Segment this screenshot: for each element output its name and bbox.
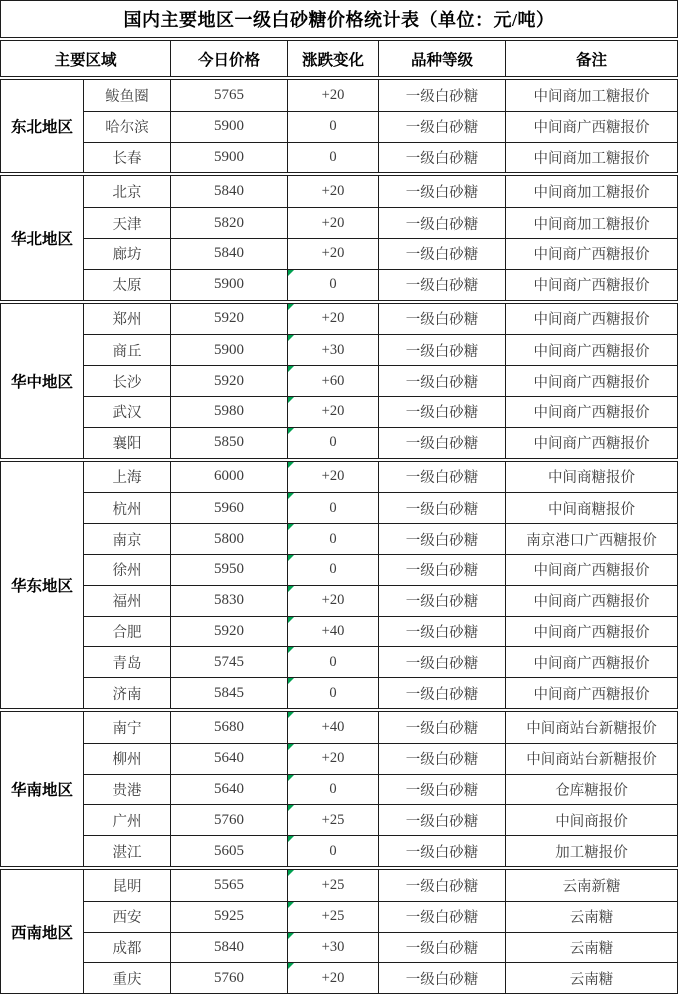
change-cell: 0 [287,523,378,554]
city-cell: 南宁 [83,712,170,743]
price-cell: 5680 [170,712,287,743]
grade-cell: 一级白砂糖 [378,492,505,523]
col-header-note: 备注 [505,41,677,76]
city-cell: 鲅鱼圈 [83,80,170,111]
change-cell: +20 [287,207,378,238]
region-group-6 [0,869,678,994]
note-cell: 中间商报价 [505,804,677,835]
change-cell: 0 [287,111,378,142]
price-cell: 5765 [170,80,287,111]
grade-cell: 一级白砂糖 [378,523,505,554]
change-cell: +40 [287,712,378,743]
page-title: 国内主要地区一级白砂糖价格统计表（单位：元/吨） [0,0,678,38]
city-cell: 广州 [83,804,170,835]
grade-cell: 一级白砂糖 [378,962,505,993]
note-cell: 中间商站台新糖报价 [505,712,677,743]
note-cell: 中间商糖报价 [505,492,677,523]
price-cell: 5565 [170,870,287,901]
city-cell: 徐州 [83,554,170,585]
grade-cell: 一级白砂糖 [378,743,505,774]
note-cell: 中间商广西糖报价 [505,616,677,647]
flag-triangle-icon [288,304,294,310]
change-cell: +60 [287,365,378,396]
price-cell: 5950 [170,554,287,585]
grade-cell: 一级白砂糖 [378,111,505,142]
change-cell: 0 [287,269,378,300]
city-cell: 柳州 [83,743,170,774]
grade-cell: 一级白砂糖 [378,774,505,805]
city-cell: 长沙 [83,365,170,396]
change-cell: 0 [287,646,378,677]
change-cell: +20 [287,238,378,269]
flag-triangle-icon [288,493,294,499]
flag-triangle-icon [288,335,294,341]
note-cell: 中间商广西糖报价 [505,585,677,616]
flag-triangle-icon [288,902,294,908]
price-cell: 5900 [170,334,287,365]
note-cell: 中间商广西糖报价 [505,304,677,335]
grade-cell: 一级白砂糖 [378,712,505,743]
region-group-2 [0,175,678,300]
change-cell: +25 [287,901,378,932]
city-cell: 天津 [83,207,170,238]
city-cell: 北京 [83,176,170,207]
change-cell: +20 [287,396,378,427]
change-cell: 0 [287,492,378,523]
change-cell: 0 [287,427,378,458]
change-cell: 0 [287,554,378,585]
change-cell: +25 [287,804,378,835]
note-cell: 南京港口广西糖报价 [505,523,677,554]
change-cell: +30 [287,334,378,365]
grade-cell: 一级白砂糖 [378,334,505,365]
flag-triangle-icon [288,647,294,653]
grade-cell: 一级白砂糖 [378,585,505,616]
change-cell: +40 [287,616,378,647]
price-cell: 5840 [170,176,287,207]
grade-cell: 一级白砂糖 [378,427,505,458]
region-group-5 [0,711,678,867]
price-cell: 5920 [170,304,287,335]
price-cell: 5900 [170,111,287,142]
price-cell: 5900 [170,142,287,173]
city-cell: 重庆 [83,962,170,993]
price-cell: 5900 [170,269,287,300]
change-cell: 0 [287,142,378,173]
grade-cell: 一级白砂糖 [378,804,505,835]
city-cell: 湛江 [83,835,170,866]
price-cell: 5800 [170,523,287,554]
flag-triangle-icon [288,462,294,468]
city-cell: 廊坊 [83,238,170,269]
flag-triangle-icon [288,870,294,876]
price-cell: 5760 [170,962,287,993]
price-cell: 5830 [170,585,287,616]
grade-cell: 一级白砂糖 [378,835,505,866]
note-cell: 中间商广西糖报价 [505,334,677,365]
region-group-3 [0,303,678,459]
grade-cell: 一级白砂糖 [378,677,505,708]
change-cell: 0 [287,774,378,805]
grade-cell: 一级白砂糖 [378,396,505,427]
change-cell: +20 [287,80,378,111]
price-cell: 5920 [170,365,287,396]
note-cell: 中间商加工糖报价 [505,80,677,111]
change-cell: +20 [287,585,378,616]
price-cell: 5640 [170,743,287,774]
city-cell: 福州 [83,585,170,616]
price-cell: 5980 [170,396,287,427]
city-cell: 青岛 [83,646,170,677]
region-cell: 东北地区 [10,119,73,137]
region-cell: 华东地区 [10,577,73,595]
note-cell: 中间商加工糖报价 [505,176,677,207]
grade-cell: 一级白砂糖 [378,80,505,111]
note-cell: 中间商站台新糖报价 [505,743,677,774]
note-cell: 云南新糖 [505,870,677,901]
note-cell: 中间商广西糖报价 [505,427,677,458]
change-cell: +20 [287,962,378,993]
change-cell: 0 [287,835,378,866]
change-cell: +30 [287,932,378,963]
note-cell: 云南糖 [505,932,677,963]
grade-cell: 一级白砂糖 [378,142,505,173]
city-cell: 西安 [83,901,170,932]
region-cell: 华中地区 [10,373,73,391]
flag-triangle-icon [288,836,294,842]
price-cell: 5605 [170,835,287,866]
city-cell: 郑州 [83,304,170,335]
flag-triangle-icon [288,805,294,811]
price-cell: 5920 [170,616,287,647]
grade-cell: 一级白砂糖 [378,304,505,335]
flag-triangle-icon [288,744,294,750]
note-cell: 中间商广西糖报价 [505,365,677,396]
region-cell: 西南地区 [10,924,73,942]
grade-cell: 一级白砂糖 [378,554,505,585]
note-cell: 中间商广西糖报价 [505,396,677,427]
flag-triangle-icon [288,712,294,718]
flag-triangle-icon [288,366,294,372]
price-cell: 6000 [170,462,287,493]
grade-cell: 一级白砂糖 [378,616,505,647]
change-cell: +20 [287,462,378,493]
city-cell: 襄阳 [83,427,170,458]
city-cell: 合肥 [83,616,170,647]
region-cell: 华南地区 [10,781,73,799]
grade-cell: 一级白砂糖 [378,462,505,493]
note-cell: 云南糖 [505,901,677,932]
price-cell: 5845 [170,677,287,708]
flag-triangle-icon [288,775,294,781]
price-cell: 5745 [170,646,287,677]
flag-triangle-icon [288,617,294,623]
grade-cell: 一级白砂糖 [378,207,505,238]
city-cell: 成都 [83,932,170,963]
city-cell: 哈尔滨 [83,111,170,142]
note-cell: 仓库糖报价 [505,774,677,805]
note-cell: 中间商广西糖报价 [505,554,677,585]
flag-triangle-icon [288,678,294,684]
grade-cell: 一级白砂糖 [378,870,505,901]
region-cell: 华北地区 [10,230,73,248]
region-group-1 [0,79,678,173]
change-cell: +20 [287,304,378,335]
price-cell: 5820 [170,207,287,238]
city-cell: 南京 [83,523,170,554]
price-cell: 5850 [170,427,287,458]
col-header-change: 涨跌变化 [287,41,378,76]
note-cell: 中间商广西糖报价 [505,269,677,300]
flag-triangle-icon [288,555,294,561]
note-cell: 中间商加工糖报价 [505,207,677,238]
region-group-4 [0,461,678,709]
note-cell: 中间商糖报价 [505,462,677,493]
flag-triangle-icon [288,270,294,276]
city-cell: 上海 [83,462,170,493]
flag-triangle-icon [288,397,294,403]
city-cell: 贵港 [83,774,170,805]
col-header-region: 主要区域 [54,51,117,69]
change-cell: +20 [287,176,378,207]
note-cell: 中间商广西糖报价 [505,677,677,708]
price-cell: 5960 [170,492,287,523]
price-cell: 5640 [170,774,287,805]
city-cell: 济南 [83,677,170,708]
flag-triangle-icon [288,963,294,969]
note-cell: 云南糖 [505,962,677,993]
note-cell: 中间商广西糖报价 [505,238,677,269]
grade-cell: 一级白砂糖 [378,365,505,396]
city-cell: 武汉 [83,396,170,427]
city-cell: 昆明 [83,870,170,901]
note-cell: 中间商广西糖报价 [505,646,677,677]
grade-cell: 一级白砂糖 [378,901,505,932]
change-cell: 0 [287,677,378,708]
column-header-row [0,40,678,77]
note-cell: 加工糖报价 [505,835,677,866]
price-cell: 5925 [170,901,287,932]
grade-cell: 一级白砂糖 [378,646,505,677]
grade-cell: 一级白砂糖 [378,238,505,269]
region-groups [0,79,678,994]
grade-cell: 一级白砂糖 [378,176,505,207]
flag-triangle-icon [288,933,294,939]
grade-cell: 一级白砂糖 [378,932,505,963]
price-cell: 5840 [170,238,287,269]
city-cell: 杭州 [83,492,170,523]
col-header-price: 今日价格 [170,41,287,76]
grade-cell: 一级白砂糖 [378,269,505,300]
city-cell: 太原 [83,269,170,300]
flag-triangle-icon [288,524,294,530]
price-cell: 5760 [170,804,287,835]
city-cell: 商丘 [83,334,170,365]
note-cell: 中间商加工糖报价 [505,142,677,173]
change-cell: +25 [287,870,378,901]
change-cell: +20 [287,743,378,774]
note-cell: 中间商广西糖报价 [505,111,677,142]
price-cell: 5840 [170,932,287,963]
col-header-grade: 品种等级 [378,41,505,76]
flag-triangle-icon [288,586,294,592]
city-cell: 长春 [83,142,170,173]
flag-triangle-icon [288,428,294,434]
